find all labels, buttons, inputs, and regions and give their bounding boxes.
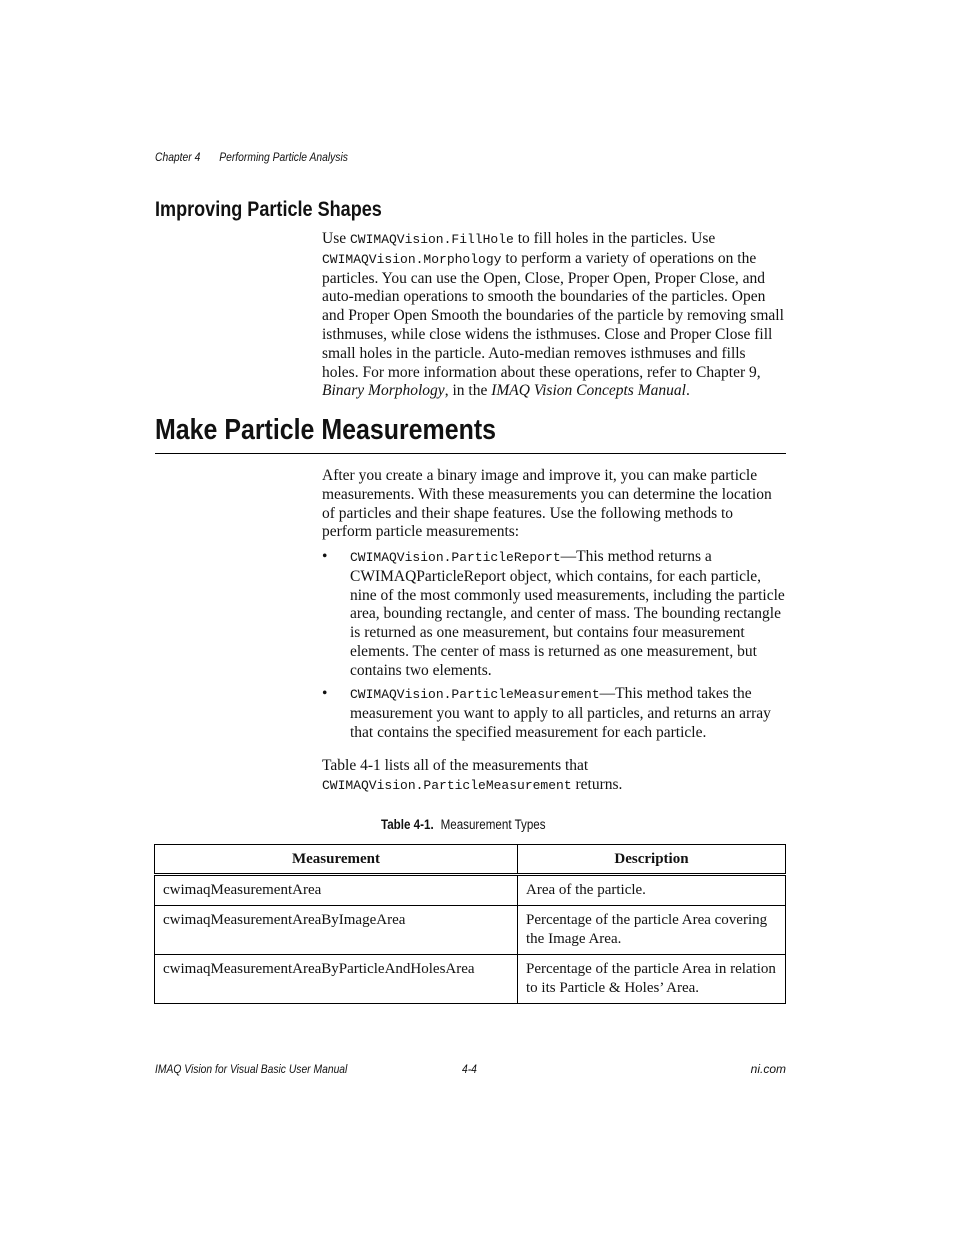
page-title: Make Particle Measurements xyxy=(155,414,497,446)
bullet-icon: • xyxy=(322,685,328,702)
code-particle-report: CWIMAQVision.ParticleReport xyxy=(350,550,561,565)
section-heading-improving-particle-shapes: Improving Particle Shapes xyxy=(155,198,382,221)
table-cell-measurement: cwimaqMeasurementAreaByImageArea xyxy=(155,906,518,955)
list-item: • CWIMAQVision.ParticleMeasurement—This method takes the measurement you want to apply to all particles, and returns an array that contains the specified measurement for each particle. xyxy=(322,685,771,741)
table-caption-label: Table 4-1. xyxy=(381,817,434,832)
list-item: • CWIMAQVision.ParticleReport—This method returns a CWIMAQParticleReport object, which contains, for each particle, nine of the most commonly used measurements, including the particle area, bounding rectangle, and center of mass. The bounding rectangle is returned as one measurement, but contains four measurement elements. The center of mass is returned as one measurement, but contains two elements. xyxy=(322,548,785,679)
table-row xyxy=(155,955,786,1004)
table-row xyxy=(155,875,786,906)
column-header-description: Description xyxy=(518,845,786,875)
code-particle-measurement: CWIMAQVision.ParticleMeasurement xyxy=(350,687,600,702)
footer-website: ni.com xyxy=(750,1062,786,1076)
footer-page-number: 4-4 xyxy=(462,1062,477,1076)
column-header-measurement: Measurement xyxy=(155,845,518,875)
table-header-row xyxy=(155,845,786,875)
table-cell-measurement: cwimaqMeasurementAreaByParticleAndHolesArea xyxy=(155,955,518,1004)
measurement-types-table xyxy=(154,844,786,1004)
chapter-title: Performing Particle Analysis xyxy=(219,150,348,164)
code-particle-measurement-ref: CWIMAQVision.ParticleMeasurement xyxy=(322,777,572,793)
page-footer xyxy=(155,1062,786,1076)
table-cell-description: Area of the particle. xyxy=(518,875,786,906)
reference-concepts-manual: IMAQ Vision Concepts Manual xyxy=(491,382,686,400)
bullet-list-item-particle-report xyxy=(322,548,786,681)
chapter-label: Chapter 4 xyxy=(155,150,201,164)
table-cell-description: Percentage of the particle Area covering the Image Area. xyxy=(518,906,786,955)
reference-binary-morphology: Binary Morphology xyxy=(322,382,445,400)
bullet-icon: • xyxy=(322,548,328,565)
paragraph-intro: After you create a binary image and improve it, you can make particle measurements. With these measurements you can determine the location of particles and their shape features. Use the following methods to perform particle measurements: xyxy=(322,467,772,541)
running-header xyxy=(155,150,379,164)
table-caption-title: Measurement Types xyxy=(440,817,546,832)
table-row xyxy=(155,906,786,955)
footer-manual-title: IMAQ Vision for Visual Basic User Manual xyxy=(155,1062,348,1076)
table-cell-measurement: cwimaqMeasurementArea xyxy=(155,875,518,906)
table-cell-description: Percentage of the particle Area in relation to its Particle & Holes’ Area. xyxy=(518,955,786,1004)
code-fillhole: CWIMAQVision.FillHole xyxy=(349,232,514,247)
code-morphology: CWIMAQVision.Morphology xyxy=(322,251,502,267)
heading-rule xyxy=(155,453,786,454)
bullet-list-item-particle-measurement xyxy=(322,685,786,742)
table-caption xyxy=(381,817,572,832)
paragraph-improving-shapes: Use CWIMAQVision.FillHole to fill holes in the particles. Use CWIMAQVision.Morphology to perform a variety of operations on the particles. You can use the Open, Close, Proper Open, Proper Close, and auto-median operations to smooth the boundaries of the particles. Open and Proper Open Smooth the boundaries of the particle by removing small isthmuses, while close widens the isthmuses. Close and Proper Close fill small holes in the particle. Auto-median removes isthmuses and fills holes. For more information about these operations, refer to Chapter 9, Binary Morphology, in the IMAQ Vision Concepts Manual. xyxy=(322,230,784,400)
paragraph-table-reference: Table 4-1 lists all of the measurements that CWIMAQVision.ParticleMeasurement returns. xyxy=(322,757,623,793)
